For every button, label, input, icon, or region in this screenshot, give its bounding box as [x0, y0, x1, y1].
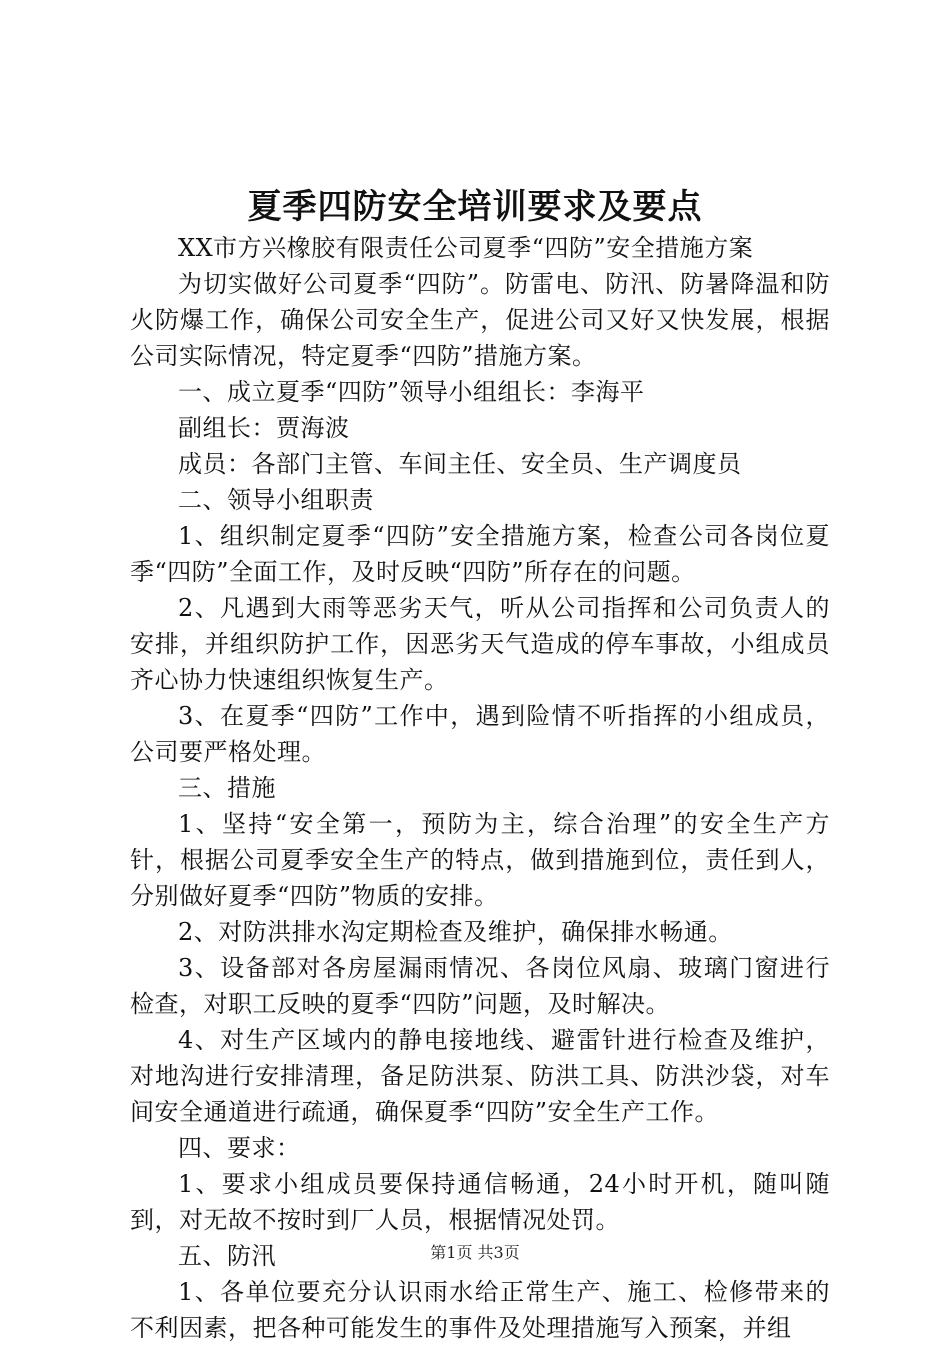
- section-1-heading: 一、成立夏季“四防”领导小组组长：李海平: [178, 378, 645, 406]
- measure-item-1: 1、坚持“安全第一，预防为主，综合治理”的安全生产方针，根据公司夏季安全生产的特点，做到措施到位，责任到人，分别做好夏季“四防”物质的安排。: [130, 810, 830, 910]
- section-3-heading: 三、措施: [178, 774, 276, 802]
- members-line: 成员：各部门主管、车间主任、安全员、生产调度员: [178, 450, 742, 478]
- section-2-heading: 二、领导小组职责: [178, 486, 374, 514]
- section-4-heading: 四、要求：: [178, 1134, 301, 1162]
- duty-item-2: 2、凡遇到大雨等恶劣天气，听从公司指挥和公司负责人的安排，并组织防护工作，因恶劣天气造成的停车事故，小组成员齐心协力快速组织恢复生产。: [130, 594, 830, 694]
- measure-item-4: 4、对生产区域内的静电接地线、避雷针进行检查及维护，对地沟进行安排清理，备足防洪泵、防洪工具、防洪沙袋，对车间安全通道进行疏通，确保夏季“四防”安全生产工作。: [130, 1026, 830, 1126]
- measure-item-3: 3、设备部对各房屋漏雨情况、各岗位风扇、玻璃门窗进行检查，对职工反映的夏季“四防”问题，及时解决。: [130, 954, 830, 1018]
- paragraph-intro: 为切实做好公司夏季“四防”。防雷电、防汛、防暑降温和防火防爆工作，确保公司安全生产，促进公司又好又快发展，根据公司实际情况，特定夏季“四防”措施方案。: [130, 270, 830, 370]
- requirement-item-1: 1、要求小组成员要保持通信畅通，24小时开机，随叫随到，对无故不按时到厂人员，根据情况处罚。: [130, 1170, 830, 1234]
- paragraph-heading-line: XX市方兴橡胶有限责任公司夏季“四防”安全措施方案: [178, 234, 754, 262]
- deputy-leader-line: 副组长：贾海波: [178, 414, 350, 442]
- measure-item-2: 2、对防洪排水沟定期检查及维护，确保排水畅通。: [178, 918, 733, 946]
- duty-item-3: 3、在夏季“四防”工作中，遇到险情不听指挥的小组成员，公司要严格处理。: [130, 702, 830, 766]
- duty-item-1: 1、组织制定夏季“四防”安全措施方案，检查公司各岗位夏季“四防”全面工作，及时反映“四防”所存在的问题。: [130, 522, 830, 586]
- document-body: [130, 230, 830, 1346]
- section-5-heading: 五、防汛: [178, 1242, 276, 1270]
- document-title: 夏季四防安全培训要求及要点: [247, 187, 703, 227]
- page-indicator: 第1页 共3页: [430, 1243, 520, 1262]
- flood-item-1: 1、各单位要充分认识雨水给正常生产、施工、检修带来的不利因素，把各种可能发生的事件及处理措施写入预案，并组: [130, 1278, 830, 1342]
